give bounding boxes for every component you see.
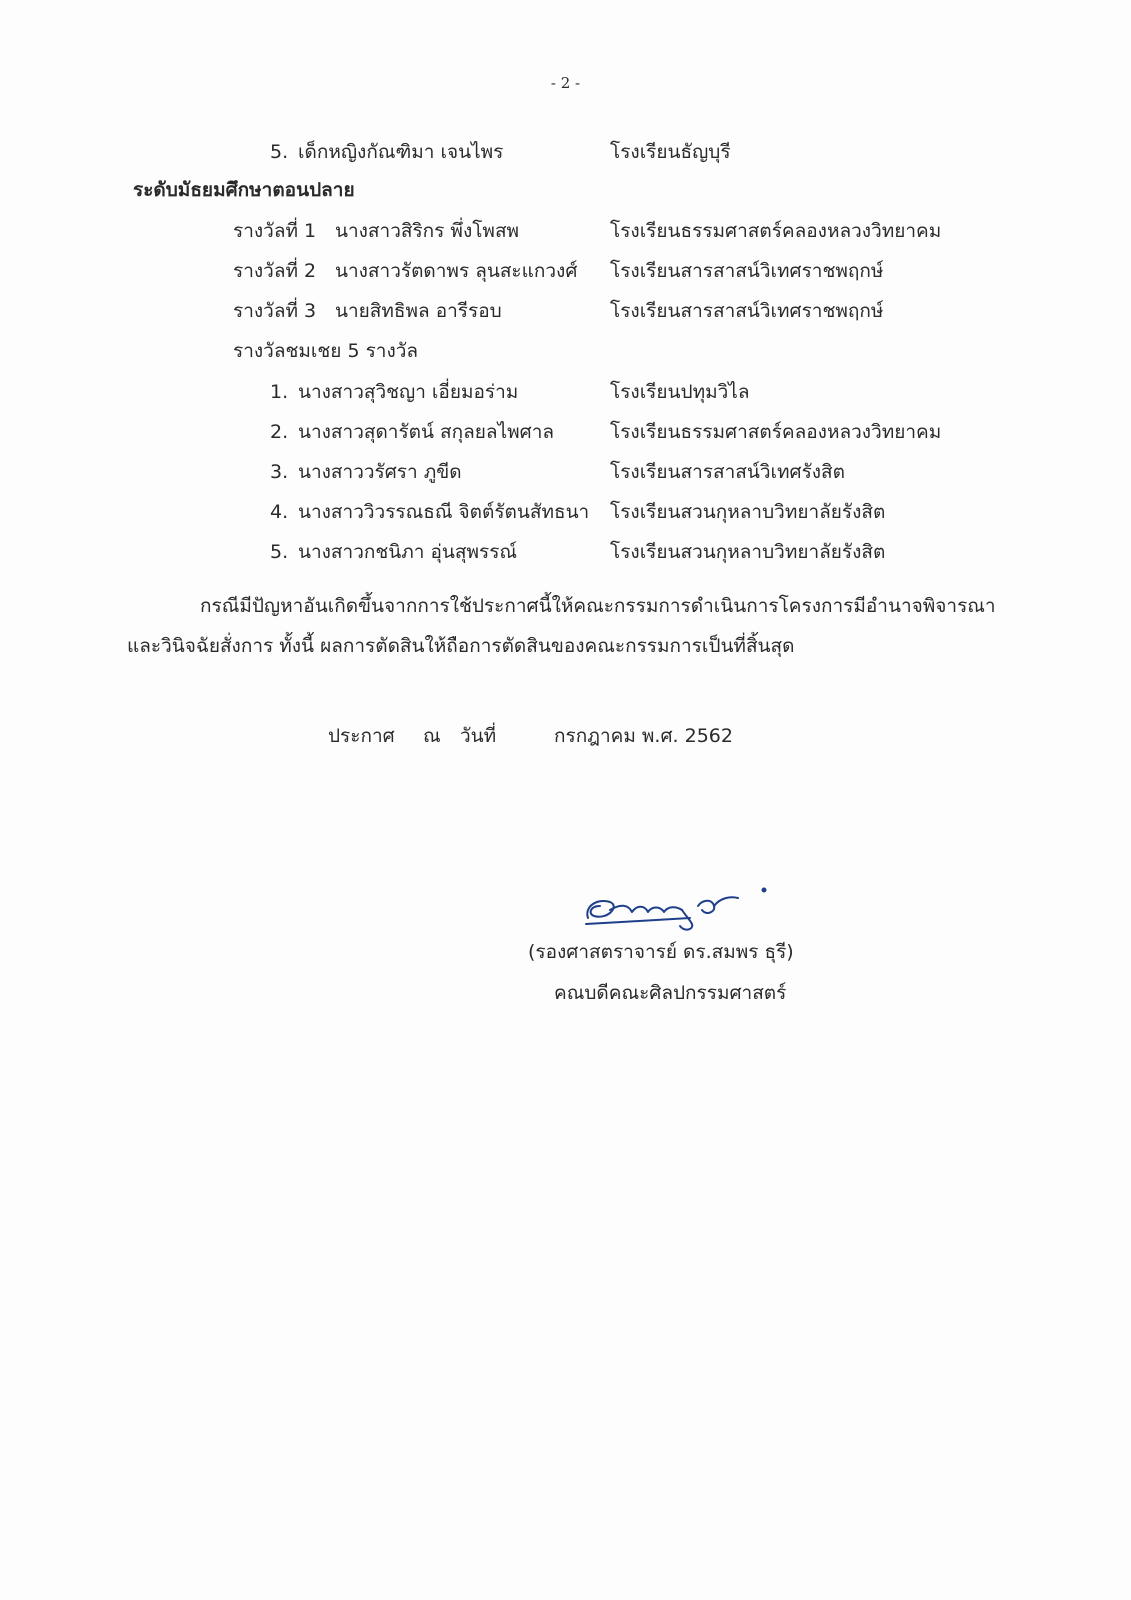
announcement-date [328,727,748,753]
signer-title: คณบดีคณะศิลปกรรมศาสตร์ [554,982,787,1004]
award-name: นางสาวสิริกร พึ่งโพสพ [335,220,520,242]
item-number: 4. [270,501,289,523]
item-name: นางสาวสุดารัตน์ สกุลยลไพศาล [298,421,555,443]
item-number: 3. [270,461,289,483]
honorable-heading: รางวัลชมเชย 5 รางวัล [233,340,419,362]
list-item [270,423,1120,449]
award-row [233,222,1113,248]
signer-name: (รองศาสตราจารย์ ดร.สมพร ธุรี) [528,941,794,963]
announce-at: ณ [423,725,441,747]
item-name: นางสาววรัศรา ภูขีด [298,461,462,483]
list-item [270,143,1130,169]
award-school: โรงเรียนสารสาสน์วิเทศราชพฤกษ์ [610,300,884,322]
item-school: โรงเรียนสวนกุหลาบวิทยาลัยรังสิต [610,501,886,523]
announce-prefix: ประกาศ [328,725,395,747]
list-item [270,543,1120,569]
award-row [233,262,1113,288]
item-name: เด็กหญิงกัณฑิมา เจนไพร [298,141,504,163]
award-name: นายสิทธิพล อารีรอบ [335,300,502,322]
item-school: โรงเรียนปทุมวิไล [610,381,750,403]
item-school: โรงเรียนสวนกุหลาบวิทยาลัยรังสิต [610,541,886,563]
page-number: - 2 - [550,74,581,92]
item-number: 2. [270,421,289,443]
award-row [233,302,1113,328]
award-school: โรงเรียนสารสาสน์วิเทศราชพฤกษ์ [610,260,884,282]
award-label: รางวัลที่ 1 [233,220,317,242]
item-name: นางสาวกชนิภา อุ่นสุพรรณ์ [298,541,518,563]
announce-month-year: กรกฎาคม พ.ศ. 2562 [554,725,733,747]
list-item [270,383,1120,409]
closing-paragraph-line-1: กรณีมีปัญหาอันเกิดขึ้นจากการใช้ประกาศนี้ให้คณะกรรมการดำเนินการโครงการมีอำนาจพิจารณา [200,595,996,617]
award-label: รางวัลที่ 2 [233,260,317,282]
closing-paragraph-line-2: และวินิจฉัยสั่งการ ทั้งนี้ ผลการตัดสินให้ถือการตัดสินของคณะกรรมการเป็นที่สิ้นสุด [127,635,795,657]
announce-date-label: วันที่ [460,725,497,747]
item-number: 5. [270,141,289,163]
item-number: 1. [270,381,289,403]
signature-image [580,876,780,936]
list-item [270,503,1120,529]
item-school: โรงเรียนธัญบุรี [610,141,731,163]
award-name: นางสาวรัตดาพร ลุนสะแกวงศ์ [335,260,578,282]
award-label: รางวัลที่ 3 [233,300,317,322]
section-heading: ระดับมัธยมศึกษาตอนปลาย [133,179,355,201]
award-school: โรงเรียนธรรมศาสตร์คลองหลวงวิทยาคม [610,220,942,242]
item-name: นางสาวสุวิชญา เอี่ยมอร่าม [298,381,519,403]
item-number: 5. [270,541,289,563]
item-school: โรงเรียนธรรมศาสตร์คลองหลวงวิทยาคม [610,421,942,443]
item-school: โรงเรียนสารสาสน์วิเทศรังสิต [610,461,845,483]
item-name: นางสาววิวรรณธณี จิตต์รัตนสัทธนา [298,501,590,523]
list-item [270,463,1120,489]
